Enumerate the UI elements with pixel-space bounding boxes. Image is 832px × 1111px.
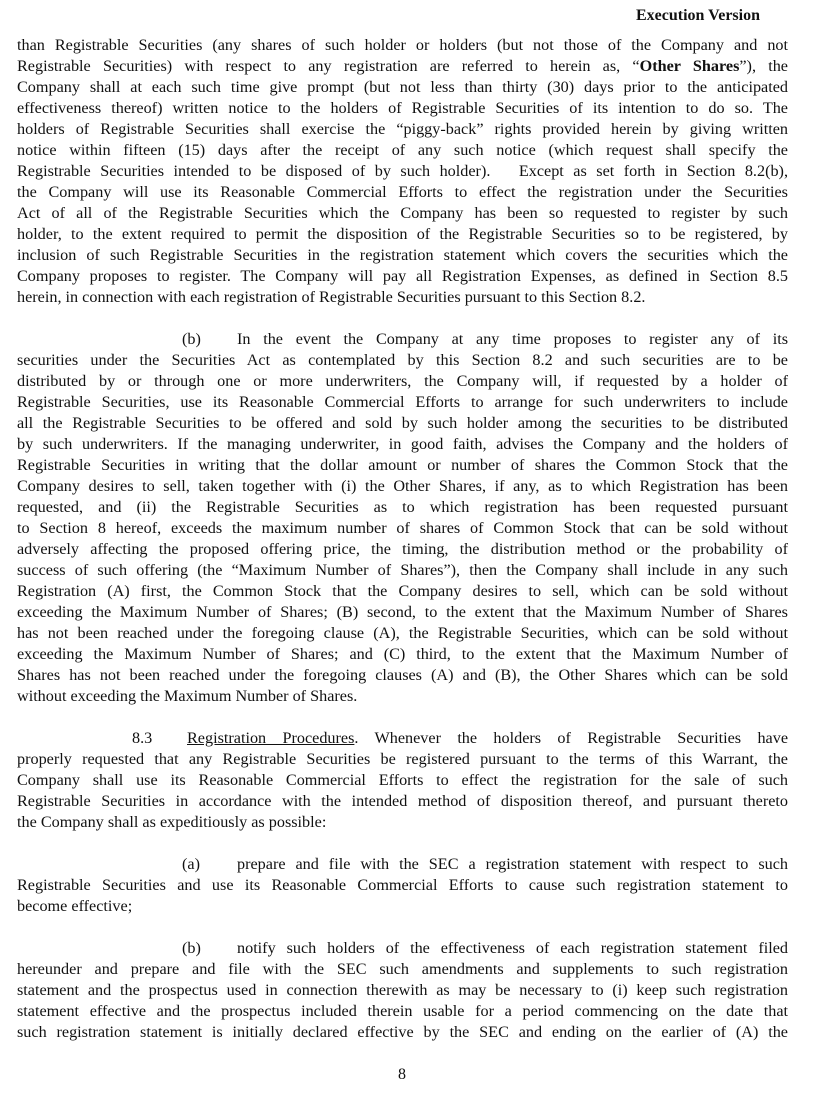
text-line: Registrable Securities in accordance with the intended method of disposition thereof, and pursuant thereto — [17, 792, 788, 810]
text-line: become effective; — [17, 897, 133, 915]
document-body — [17, 35, 788, 1043]
page-number: 8 — [398, 1066, 406, 1083]
text-line: holder, to the extent required to permit the disposition of the Registrable Securities so to be registered, by — [17, 225, 788, 243]
text-line: Company shall at each such time give prompt (but not less than thirty (30) days prior to the anticipated — [17, 78, 788, 96]
text-line: properly requested that any Registrable Securities be registered pursuant to the terms of this Warrant, the — [17, 750, 788, 768]
text-line: Act of all of the Registrable Securities which the Company has been so requested to register by such — [17, 204, 788, 222]
text-line: the Company will use its Reasonable Commercial Efforts to effect the registration under the Securities — [17, 183, 788, 201]
text-line: (b) notify such holders of the effectiveness of each registration statement filed — [182, 939, 788, 957]
clause-marker: (a) — [182, 855, 200, 873]
text-line: all the Registrable Securities to be offered and sold by such holder among the securities to be distributed — [17, 414, 788, 432]
text-line: has not been reached under the foregoing clause (A), the Registrable Securities, which can be sold without — [17, 624, 788, 642]
text-line: hereunder and prepare and file with the SEC such amendments and supplements to such registration — [17, 960, 788, 978]
clause-marker: (b) — [182, 939, 201, 957]
text-line: Company shall use its Reasonable Commercial Efforts to effect the registration for the sale of such — [17, 771, 788, 789]
text-line: exceeding the Maximum Number of Shares; (B) second, to the extent that the Maximum Number of Shares — [17, 603, 788, 621]
text-line: Registrable Securities and use its Reasonable Commercial Efforts to cause such registration statement to — [17, 876, 788, 894]
text-line: Shares has not been reached under the foregoing clauses (A) and (B), the Other Shares which can be sold — [17, 666, 788, 684]
text-line: statement effective and the prospectus included therein usable for a period commencing on the date that — [17, 1002, 788, 1020]
text-line: success of such offering (the “Maximum Number of Shares”), then the Company shall include in any such — [17, 561, 788, 579]
text-line: Registrable Securities in writing that the dollar amount or number of shares the Common Stock that the — [17, 456, 788, 474]
text-line: the Company shall as expeditiously as possible: — [17, 813, 327, 831]
text-line: requested, and (ii) the Registrable Securities as to which registration has been requested pursuant — [17, 498, 788, 516]
text-line: securities under the Securities Act as contemplated by this Section 8.2 and such securities are to be — [17, 351, 788, 369]
text-line: Registrable Securities intended to be disposed of by such holder). Except as set forth in Section 8.2(b), — [17, 162, 788, 180]
text-line: such registration statement is initially declared effective by the SEC and ending on the earlier of (A) the — [17, 1023, 788, 1041]
text-line: Company proposes to register. The Company will pay all Registration Expenses, as defined in Section 8.5 — [17, 267, 788, 285]
clause-marker: (b) — [182, 330, 201, 348]
text-line: (b) In the event the Company at any time proposes to register any of its — [182, 330, 788, 348]
text-line: exceeding the Maximum Number of Shares; and (C) third, to the extent that the Maximum Number of — [17, 645, 788, 663]
text-line: notice within fifteen (15) days after the receipt of any such notice (which request shall specify the — [17, 141, 788, 159]
defined-term-other-shares: Other Shares — [639, 57, 740, 75]
text-line: than Registrable Securities (any shares of such holder or holders (but not those of the Company and not — [17, 36, 788, 54]
text-line: distributed by or through one or more underwriters, the Company will, if requested by a holder of — [17, 372, 788, 390]
text-line: Registrable Securities) with respect to any registration are referred to herein as, “Other Shares”), the — [17, 57, 788, 75]
text-line: Registration (A) first, the Common Stock that the Company desires to sell, which can be sold without — [17, 582, 788, 600]
section-title: Registration Procedures — [187, 729, 355, 747]
text-line: without exceeding the Maximum Number of Shares. — [17, 687, 358, 705]
text-line: by such underwriters. If the managing underwriter, in good faith, advises the Company and the holders of — [17, 435, 788, 453]
clause-8-3-b — [17, 938, 788, 1043]
text-line: to Section 8 hereof, exceeds the maximum number of shares of Common Stock that can be sold without — [17, 519, 788, 537]
paragraph-underwriter-cutback — [17, 329, 788, 707]
text-line: effectiveness thereof) written notice to the holders of Registrable Securities of its intention to do so. The — [17, 99, 788, 117]
text-line: adversely affecting the proposed offering price, the timing, the distribution method or the probability of — [17, 540, 788, 558]
text-line: 8.3 Registration Procedures. Whenever the holders of Registrable Securities have — [132, 729, 788, 747]
clause-8-3-a — [17, 854, 788, 917]
paragraph-piggyback-notice — [17, 35, 788, 308]
section-8-3-registration-procedures — [17, 728, 788, 833]
text-line: (a) prepare and file with the SEC a registration statement with respect to such — [182, 855, 788, 873]
text-line: Registrable Securities, use its Reasonable Commercial Efforts to arrange for such underwriters to include — [17, 393, 788, 411]
text-line: Company desires to sell, taken together with (i) the Other Shares, if any, as to which Registration has been — [17, 477, 788, 495]
document-version-header: Execution Version — [635, 7, 760, 24]
text-line: holders of Registrable Securities shall exercise the “piggy-back” rights provided herein by giving written — [17, 120, 788, 138]
text-line: statement and the prospectus used in connection therewith as may be necessary to (i) keep such registration — [17, 981, 788, 999]
text-line: inclusion of such Registrable Securities in the registration statement which covers the securities which the — [17, 246, 788, 264]
section-number: 8.3 — [132, 729, 153, 747]
text-line: herein, in connection with each registration of Registrable Securities pursuant to this Section 8.2. — [17, 288, 646, 306]
